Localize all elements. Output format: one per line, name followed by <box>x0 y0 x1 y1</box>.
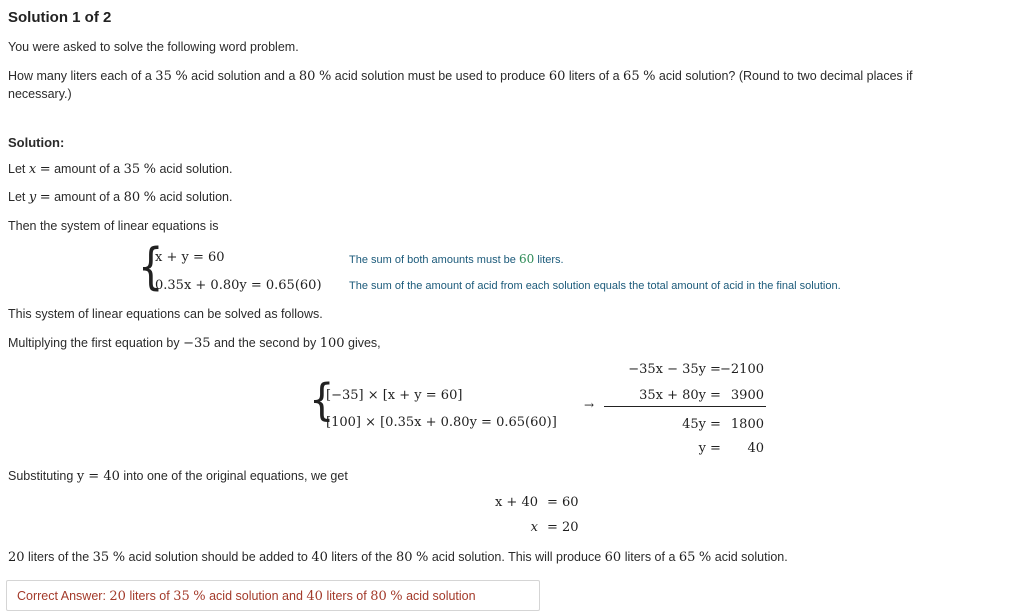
elimination-left-1: [−35] × [x + y = 60] <box>326 388 463 403</box>
elim-row-3-eq: = <box>710 417 721 432</box>
solved-intro-text: This system of linear equations can be solved as follows. <box>8 307 323 321</box>
page-title: Solution 1 of 2 <box>8 9 112 26</box>
elimination-brace: { <box>309 374 335 426</box>
system-equation-2: 0.35x + 0.80y = 0.65(60) <box>155 278 322 293</box>
elim-row-4-lhs: y <box>698 441 706 456</box>
intro-text: You were asked to solve the following word problem. <box>8 40 299 54</box>
elim-row-4-eq: = <box>710 441 721 456</box>
elimination-arrow: → <box>584 398 595 412</box>
problem-line-1: How many liters each of a 35 % acid solution and a 80 % acid solution must be used to produce 60 liters of a 65 % acid solution? (Round to two decimal places if <box>8 69 913 84</box>
let-x-definition: Let x = amount of a 35 % acid solution. <box>8 162 233 177</box>
correct-answer-box <box>6 580 540 611</box>
sub-row-1-rhs: = 60 <box>547 495 579 510</box>
elim-row-2-lhs: 35x + 80y <box>639 388 706 403</box>
let-y-definition: Let y = amount of a 80 % acid solution. <box>8 190 233 205</box>
elim-row-1-eq: = <box>710 362 721 377</box>
multiply-text: Multiplying the first equation by −35 and the second by 100 gives, <box>8 336 381 351</box>
sub-row-2-lhs: x <box>530 520 538 535</box>
elimination-left-2: [100] × [0.35x + 0.80y = 0.65(60)] <box>326 415 557 430</box>
elim-row-1-rhs: −2100 <box>720 362 764 377</box>
elim-row-2-eq: = <box>710 388 721 403</box>
system-intro-text: Then the system of linear equations is <box>8 219 219 233</box>
elim-row-4-rhs: 40 <box>747 441 764 456</box>
substitute-text: Substituting y = 40 into one of the original equations, we get <box>8 469 348 484</box>
elim-row-2-rhs: 3900 <box>730 388 764 403</box>
elim-row-3-rhs: 1800 <box>730 417 764 432</box>
elim-row-1-lhs: −35x − 35y <box>628 362 706 377</box>
system-note-1: The sum of both amounts must be 60 liters. <box>349 252 564 266</box>
elimination-sum-line <box>604 406 766 407</box>
elim-row-3-lhs: 45y <box>682 417 706 432</box>
system-equation-1: x + y = 60 <box>155 250 225 265</box>
sub-row-2-rhs: = 20 <box>547 520 579 535</box>
correct-answer-text: Correct Answer: 20 liters of 35 % acid solution and 40 liters of 80 % acid solution <box>17 589 476 604</box>
sub-row-1-lhs: x + 40 <box>494 495 538 510</box>
problem-line-2: necessary.) <box>8 87 72 101</box>
system-note-2: The sum of the amount of acid from each solution equals the total amount of acid in the final solution. <box>349 280 841 292</box>
solution-heading: Solution: <box>8 135 65 150</box>
conclusion-text: 20 liters of the 35 % acid solution should be added to 40 liters of the 80 % acid solution. This will produce 60 liters of a 65 % acid solution. <box>8 550 788 565</box>
system-brace: { <box>138 238 164 296</box>
